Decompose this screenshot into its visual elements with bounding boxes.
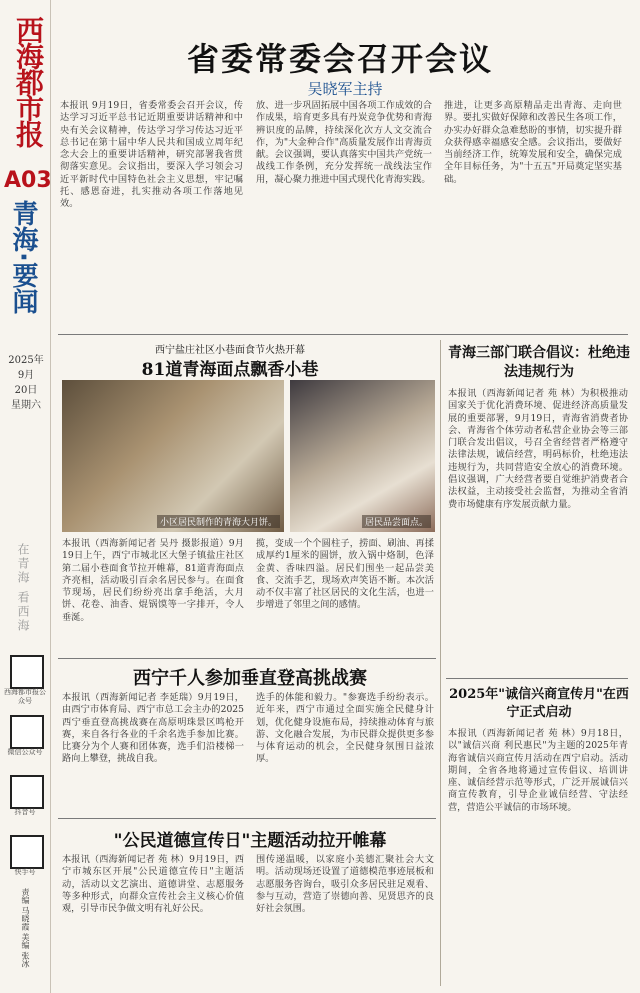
masthead-logo: 西海都市报 xyxy=(12,16,45,146)
article1-kicker: 西宁盐庄社区小巷面食节火热开幕 xyxy=(155,345,305,356)
lead-body-col2: 放、进一步巩固拓展中国各项工作成效的合作成果，培育更多具有丹炭竞争优势和青海辨识度的品牌，持续深化次方人文交流合作，为"大金种合作"高质量发展作出青海贡献。会议强调，要认真落实中国共产党统一战线工作条例，充分发挥统一战线法宝作用，凝心聚力推进中国式现代化青海实践。 xyxy=(256,100,432,185)
section-title: 青海·要闻 xyxy=(8,200,38,314)
article2-headline[interactable]: 西宁千人参加垂直登高挑战赛 xyxy=(133,668,367,689)
column-divider xyxy=(440,340,441,986)
lead-body-col3: 推进，让更多高原精品走出青海、走向世界。要扎实做好保障和改善民生各项工作，办实办好群众急难愁盼的事情，切实提升群众获得感幸福感安全感。会议指出，要做好当前经济工作，统筹发展和安全，确保完成全年目标任务，为"十五五"开局奠定坚实基础。 xyxy=(444,100,622,185)
right2-body: 本报讯（西海新闻记者 苑 林）9月18日，以"诚信兴商 利民惠民"为主题的2025年青海省诚信兴商宣传月活动在西宁启动。活动期间，全省各地将通过宣传倡议、培训讲座、诚信经营示范等形式，广泛开展诚信兴商宣传教育，引导企业诚信经营、守法经营，营造公平诚信的市场环境。 xyxy=(448,728,628,813)
divider xyxy=(446,678,628,679)
date-day: 20日 xyxy=(14,385,38,396)
divider xyxy=(58,818,436,819)
lead-headline[interactable]: 省委常委会召开会议 xyxy=(186,40,493,78)
qr-label: 快手号 xyxy=(14,868,36,876)
photo-caption: 居民品尝面点。 xyxy=(362,515,431,528)
editor-credits: 责编 马晓霞 美编 张冰 xyxy=(21,888,30,968)
article1-body-col2: 揽，变成一个个圆柱子，捞面、刷油、再揉成厚约1厘米的圆饼，放入锅中烙制，色泽金黄、香味四溢。居民们围坐一起品尝美食、交流手艺，现场欢声笑语不断。本次活动不仅丰富了社区居民的文化生活，也进一步增进了邻里之间的感情。 xyxy=(256,538,434,611)
lead-body-col1: 本报讯 9月19日，省委常委会召开会议，传达学习习近平总书记近期重要讲话精神和中央有关会议精神，传达学习学习传达习近平总书记在第十届中华人民共和国成立周年纪念大会上的重要讲话精神，研究部署我省贯彻落实意见。会议指出，要深入学习领会习近平新时代中国特色社会主义思想，牢记嘱托、感恩奋进，扎实推动各项工作落地见效。 xyxy=(60,100,243,210)
article1-body-col1: 本报讯（西海新闻记者 吴丹 摄影报道）9月19日上午，西宁市城北区大堡子镇盐庄社区第二届小巷面食节拉开帷幕，81道青海面点齐亮相，活动吸引百余名居民参与。在面食节现场，居民们纷纷亮出拿手绝活，大月饼、花卷、油香、焜锅馍等一字排开，令人垂涎。 xyxy=(62,538,244,623)
divider xyxy=(58,334,628,335)
issue-date xyxy=(6,353,46,413)
article3-body-col1: 本报讯（西海新闻记者 苑 林）9月19日，西宁市城东区开展"公民道德宣传日"主题活动，活动以文艺演出、道德讲堂、志愿服务等多种形式，向群众宣传社会主义核心价值观，引导市民争做文明有礼好公民。 xyxy=(62,854,244,915)
qr-code-icon[interactable] xyxy=(10,715,44,749)
qr-code-icon[interactable] xyxy=(10,835,44,869)
article1-headline[interactable]: 81道青海面点飘香小巷 xyxy=(141,360,319,380)
article2-body-col1: 本报讯（西海新闻记者 李延瑞）9月19日，由西宁市体育局、西宁市总工会主办的2025西宁垂直登高挑战赛在高原明珠景区鸣枪开赛，来自各行各业的千余名选手参加比赛。比赛分为个人赛和团体赛，选手们沿楼梯一路向上攀登，挑战自我。 xyxy=(62,692,244,765)
photo-tasting xyxy=(290,380,435,532)
date-month: 9月 xyxy=(17,370,35,381)
date-weekday: 星期六 xyxy=(11,400,41,411)
right1-body: 本报讯（西海新闻记者 苑 林）为积极推动国家关于优化消费环境、促进经济高质量发展的重要部署，9月19日，青海省消费者协会、青海省个体劳动者私营企业协会等三部门联合发出倡议，号召全省经营者严格遵守法律法规，诚信经营，明码标价，杜绝违法违规行为，共同营造安全放心的消费环境。倡议强调，广大经营者要自觉维护消费者合法权益，主动接受社会监督，为推动全省消费市场健康有序发展贡献力量。 xyxy=(448,388,628,510)
photo-caption: 小区居民制作的青海大月饼。 xyxy=(157,515,280,528)
qr-label: 微信公众号 xyxy=(7,748,43,756)
right1-headline[interactable]: 青海三部门联合倡议：杜绝违法违规行为 xyxy=(448,345,630,380)
qr-label: 抖音号 xyxy=(14,808,36,816)
qr-code-icon[interactable] xyxy=(10,775,44,809)
qr-label: 西海都市报公众号 xyxy=(4,688,46,705)
article2-body-col2: 选手的体能和毅力。"参赛选手纷纷表示。近年来，西宁市通过全面实施全民健身计划，优化健身设施布局，持续推动体育与旅游、文化融合发展，为市民群众提供更多参与体育运动的机会，全民健身氛围日益浓厚。 xyxy=(256,692,434,765)
date-year: 2025年 xyxy=(8,355,44,366)
lead-subheadline: 吴晓军主持 xyxy=(307,80,383,98)
page-number: A03 xyxy=(4,168,52,193)
divider xyxy=(58,658,436,659)
right2-headline[interactable]: 2025年"诚信兴商宣传月"在西宁正式启动 xyxy=(449,687,629,720)
photo-mooncake xyxy=(62,380,284,532)
sidebar-slogan: 在青海 看西海 xyxy=(16,543,30,633)
article3-body-col2: 围传递温暖，以家庭小美德汇聚社会大文明。活动现场还设置了道德模范事迹展板和志愿服务咨询台，吸引众多居民驻足观看、参与互动，营造了崇德向善、见贤思齐的良好社会氛围。 xyxy=(256,854,434,915)
qr-code-icon[interactable] xyxy=(10,655,44,689)
article3-headline[interactable]: "公民道德宣传日"主题活动拉开帷幕 xyxy=(113,831,387,851)
